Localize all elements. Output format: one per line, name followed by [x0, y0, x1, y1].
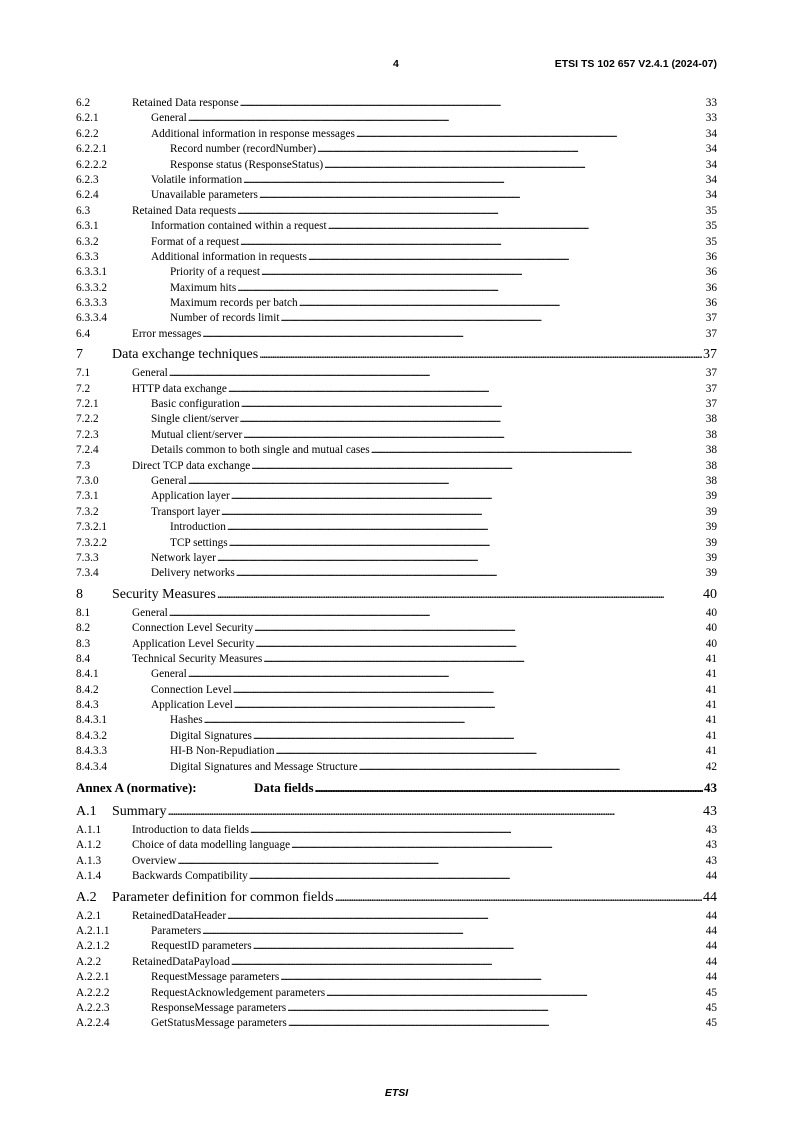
toc-section-title: Single client/server	[151, 413, 239, 426]
toc-section-title: General	[132, 367, 168, 380]
toc-section-number: 6.3	[76, 204, 91, 217]
toc-section-number: 6.3.2	[76, 235, 99, 248]
toc-entry[interactable]	[76, 111, 717, 126]
toc-section-number: 6.3.3.3	[76, 297, 108, 310]
toc-leader-dots	[299, 296, 705, 311]
toc-section-number: A.2.2.4	[76, 1017, 110, 1030]
toc-entry[interactable]	[76, 489, 717, 504]
toc-page-number: 43	[705, 824, 717, 837]
toc-section-number: 6.2.2	[76, 127, 99, 140]
toc-section-title: Details common to both single and mutual cases	[151, 444, 370, 457]
toc-entry[interactable]	[76, 474, 717, 489]
toc-page-number: 40	[705, 622, 717, 635]
toc-section-title: General	[151, 112, 187, 125]
toc-page-number: 37	[705, 398, 717, 411]
toc-section-number: 7.2.3	[76, 428, 99, 441]
toc-section-title: Application Level	[151, 699, 233, 712]
toc-page-number: 41	[705, 729, 717, 742]
toc-entry[interactable]	[76, 970, 717, 985]
toc-page-number: 45	[705, 1001, 717, 1014]
toc-page-number: 34	[705, 158, 717, 171]
toc-section-number: 7.3.0	[76, 474, 99, 487]
toc-leader-dots	[259, 188, 705, 203]
toc-section-number: 8	[76, 586, 83, 602]
toc-section-title: Application Level Security	[132, 637, 255, 650]
toc-section-number: A.1.1	[76, 824, 102, 837]
toc-section-title: Summary	[112, 804, 167, 820]
toc-entry[interactable]	[76, 520, 717, 535]
toc-leader-dots	[236, 566, 705, 581]
toc-leader-dots	[261, 265, 705, 280]
toc-page-number: 37	[705, 327, 717, 340]
toc-section-title: Digital Signatures	[170, 729, 252, 742]
toc-leader-dots	[308, 250, 705, 265]
toc-section-title: RequestAcknowledgement parameters	[151, 986, 326, 999]
toc-section-title: Hashes	[170, 714, 203, 727]
toc-entry[interactable]	[76, 551, 717, 566]
toc-leader-dots	[167, 801, 702, 823]
toc-leader-dots	[287, 1001, 704, 1016]
toc-page-number: 45	[705, 1017, 717, 1030]
toc-leader-dots	[227, 909, 705, 924]
toc-section-number: A.2.2.3	[76, 1001, 110, 1014]
toc-section-number: 7	[76, 347, 83, 363]
toc-leader-dots	[169, 366, 705, 381]
toc-section-number: 6.2.2.1	[76, 143, 108, 156]
toc-section-title: Connection Level Security	[132, 622, 254, 635]
toc-entry[interactable]	[76, 1016, 717, 1031]
toc-section-title: Mutual client/server	[151, 428, 243, 441]
toc-leader-dots	[204, 713, 705, 728]
toc-entry[interactable]	[76, 652, 717, 667]
toc-section-number: 7.3.1	[76, 490, 99, 503]
toc-page-number: 38	[705, 428, 717, 441]
toc-entry[interactable]	[76, 311, 717, 326]
toc-section-number: 6.2.2.2	[76, 158, 108, 171]
toc-leader-dots	[275, 744, 704, 759]
toc-leader-dots	[237, 204, 705, 219]
toc-leader-dots	[288, 1016, 705, 1031]
toc-section-number: 8.3	[76, 637, 91, 650]
toc-section-title: Additional information in requests	[151, 250, 307, 263]
toc-entry[interactable]	[76, 939, 717, 954]
toc-page-number: 36	[705, 281, 717, 294]
page-number: 4	[393, 58, 399, 70]
toc-entry[interactable]	[76, 667, 717, 682]
toc-entry[interactable]	[76, 637, 717, 652]
toc-entry[interactable]	[76, 713, 717, 728]
toc-entry[interactable]	[76, 459, 717, 474]
toc-section-number: 7.3.4	[76, 567, 99, 580]
toc-page-number: 36	[705, 297, 717, 310]
toc-entry[interactable]	[76, 412, 717, 427]
toc-page-number: 38	[705, 459, 717, 472]
toc-leader-dots	[241, 397, 705, 412]
toc-section-number: 6.2.4	[76, 189, 99, 202]
toc-entry[interactable]	[76, 204, 717, 219]
toc-page-number: 34	[705, 173, 717, 186]
toc-leader-dots	[251, 459, 704, 474]
toc-entry[interactable]	[76, 683, 717, 698]
toc-entry[interactable]	[76, 744, 717, 759]
toc-section-title: HI-B Non-Repudiation	[170, 745, 275, 758]
toc-section-title: ResponseMessage parameters	[151, 1001, 287, 1014]
toc-page-number: 35	[705, 235, 717, 248]
toc-page-number: 42	[705, 760, 717, 773]
toc-leader-dots	[281, 311, 705, 326]
toc-section-title: Error messages	[132, 327, 202, 340]
toc-section-title: Maximum records per batch	[170, 297, 298, 310]
toc-page-number: 39	[705, 551, 717, 564]
toc-entry[interactable]	[76, 621, 717, 636]
toc-section-title: Choice of data modelling language	[132, 839, 291, 852]
toc-leader-dots	[233, 683, 705, 698]
toc-section-title: Unavailable parameters	[151, 189, 258, 202]
toc-section-number: 7.2	[76, 382, 91, 395]
toc-leader-dots	[243, 428, 704, 443]
toc-page-number: 44	[705, 971, 717, 984]
toc-section-number: 8.4.3.4	[76, 760, 108, 773]
toc-page-number: 43	[705, 839, 717, 852]
toc-page-number: 36	[705, 266, 717, 279]
toc-page-number: 44	[705, 940, 717, 953]
toc-section-title: Parameter definition for common fields	[112, 889, 334, 905]
toc-entry[interactable]	[76, 1001, 717, 1016]
toc-section-title: RequestMessage parameters	[151, 971, 280, 984]
toc-entry[interactable]	[76, 281, 717, 296]
toc-section-number: Annex A (normative):	[76, 780, 197, 796]
toc-section-number: 8.2	[76, 622, 91, 635]
toc-section-number: 8.4.3.3	[76, 745, 108, 758]
toc-entry[interactable]	[76, 96, 717, 111]
toc-section-title: Data fields	[254, 780, 314, 796]
toc-page-number: 40	[703, 586, 717, 602]
toc-section-title: Data exchange techniques	[112, 347, 259, 363]
toc-page-number: 34	[705, 127, 717, 140]
toc-page-number: 35	[705, 204, 717, 217]
toc-section-number: 6.3.3.1	[76, 266, 108, 279]
toc-entry[interactable]	[76, 869, 717, 884]
toc-page-number: 39	[705, 536, 717, 549]
toc-page-number: 35	[705, 220, 717, 233]
toc-page-number: 39	[705, 490, 717, 503]
toc-section-title: Application layer	[151, 490, 230, 503]
toc-page-number: 36	[705, 250, 717, 263]
toc-leader-dots	[237, 281, 704, 296]
toc-section-number: 6.3.3	[76, 250, 99, 263]
toc-leader-dots	[217, 551, 705, 566]
toc-entry[interactable]	[76, 955, 717, 970]
toc-section-title: General	[132, 606, 168, 619]
toc-entry[interactable]	[76, 854, 717, 869]
toc-section-number: 8.4.3.1	[76, 714, 108, 727]
toc-leader-dots	[178, 854, 705, 869]
toc-leader-dots	[240, 235, 705, 250]
toc-page-number: 45	[705, 986, 717, 999]
toc-leader-dots	[371, 443, 705, 458]
toc-leader-dots	[188, 667, 705, 682]
toc-entry[interactable]	[76, 188, 717, 203]
toc-page-number: 43	[703, 804, 717, 820]
toc-page-number: 33	[705, 97, 717, 109]
toc-entry[interactable]	[76, 801, 717, 823]
toc-entry[interactable]	[76, 173, 717, 188]
toc-page-number: 41	[705, 683, 717, 696]
toc-leader-dots	[188, 111, 705, 126]
toc-section-title: Retained Data response	[132, 97, 239, 109]
toc-section-number: A.2.2	[76, 955, 102, 968]
toc-leader-dots	[169, 606, 705, 621]
toc-page-number: 44	[705, 924, 717, 937]
toc-section-number: 8.1	[76, 606, 91, 619]
toc-section-number: 6.3.3.2	[76, 281, 108, 294]
toc-section-number: 7.3	[76, 459, 91, 472]
toc-section-number: 6.4	[76, 327, 91, 340]
toc-leader-dots	[280, 970, 704, 985]
toc-leader-dots	[328, 219, 705, 234]
toc-page-number: 44	[703, 889, 717, 905]
toc-leader-dots	[250, 823, 705, 838]
toc-section-number: 7.3.2	[76, 505, 99, 518]
toc-page-number: 37	[705, 312, 717, 325]
toc-section-title: Introduction	[170, 521, 226, 534]
toc-page-number: 34	[705, 189, 717, 202]
toc-entry[interactable]	[76, 265, 717, 280]
toc-entry[interactable]	[76, 142, 717, 157]
toc-section-number: A.2.1	[76, 909, 102, 922]
toc-entry[interactable]	[76, 158, 717, 173]
toc-page-number: 38	[705, 413, 717, 426]
toc-page-number: 41	[705, 652, 717, 665]
toc-leader-dots	[202, 924, 705, 939]
toc-leader-dots	[263, 652, 704, 667]
toc-section-number: A.2.2.1	[76, 971, 110, 984]
toc-entry[interactable]	[76, 366, 717, 381]
toc-section-title: Retained Data requests	[132, 204, 237, 217]
toc-section-title: Delivery networks	[151, 567, 235, 580]
toc-section-number: 7.2.4	[76, 444, 99, 457]
toc-entry[interactable]	[76, 250, 717, 265]
toc-page-number: 37	[705, 382, 717, 395]
toc-entry[interactable]	[76, 428, 717, 443]
toc-entry[interactable]	[76, 566, 717, 581]
toc-entry[interactable]	[76, 235, 717, 250]
toc-leader-dots	[324, 158, 705, 173]
toc-section-title: Number of records limit	[170, 312, 280, 325]
toc-entry[interactable]	[76, 536, 717, 551]
toc-leader-dots	[240, 96, 705, 111]
toc-section-title: Maximum hits	[170, 281, 237, 294]
toc-entry[interactable]	[76, 219, 717, 234]
toc-leader-dots	[335, 887, 702, 909]
toc-leader-dots	[326, 986, 705, 1001]
toc-section-title: General	[151, 668, 187, 681]
toc-entry[interactable]	[76, 505, 717, 520]
toc-leader-dots	[243, 173, 705, 188]
toc-page-number: 38	[705, 444, 717, 457]
toc-section-title: Transport layer	[151, 505, 220, 518]
toc-section-title: Response status (ResponseStatus)	[170, 158, 324, 171]
toc-section-number: 6.3.1	[76, 220, 99, 233]
toc-page-number: 34	[705, 143, 717, 156]
toc-section-number: 8.4.2	[76, 683, 99, 696]
toc-section-number: A.2.1.1	[76, 924, 110, 937]
toc-section-title: RetainedDataHeader	[132, 909, 227, 922]
toc-entry[interactable]	[76, 397, 717, 412]
toc-leader-dots	[356, 127, 705, 142]
toc-section-number: A.2	[76, 889, 97, 905]
toc-section-title: RetainedDataPayload	[132, 955, 230, 968]
toc-section-number: 7.2.1	[76, 398, 99, 411]
toc-section-number: A.1.2	[76, 839, 102, 852]
toc-page-number: 37	[705, 367, 717, 380]
toc-entry[interactable]	[76, 382, 717, 397]
toc-section-title: Connection Level	[151, 683, 232, 696]
toc-entry[interactable]	[76, 887, 717, 909]
toc-section-title: Priority of a request	[170, 266, 261, 279]
toc-section-number: 6.2.3	[76, 173, 99, 186]
toc-leader-dots	[315, 777, 703, 799]
toc-section-title: Direct TCP data exchange	[132, 459, 251, 472]
toc-leader-dots	[359, 760, 705, 775]
toc-section-number: A.2.1.2	[76, 940, 110, 953]
toc-page-number: 40	[705, 606, 717, 619]
toc-section-title: Technical Security Measures	[132, 652, 263, 665]
toc-section-number: 7.3.2.2	[76, 536, 108, 549]
toc-section-title: HTTP data exchange	[132, 382, 227, 395]
toc-page-number: 33	[705, 112, 717, 125]
toc-page-number: 38	[705, 474, 717, 487]
toc-section-title: Basic configuration	[151, 398, 240, 411]
toc-section-number: A.2.2.2	[76, 986, 110, 999]
toc-leader-dots	[231, 955, 705, 970]
toc-leader-dots	[188, 474, 705, 489]
toc-section-number: 6.2.1	[76, 112, 99, 125]
toc-entry[interactable]	[76, 986, 717, 1001]
toc-entry[interactable]	[76, 344, 717, 366]
toc-page-number: 44	[705, 870, 717, 883]
toc-leader-dots	[253, 729, 705, 744]
toc-section-title: Network layer	[151, 551, 216, 564]
toc-section-number: 7.1	[76, 367, 91, 380]
toc-leader-dots	[228, 382, 705, 397]
toc-section-number: A.1.3	[76, 854, 102, 867]
toc-page-number: 44	[705, 909, 717, 922]
toc-section-title: TCP settings	[170, 536, 228, 549]
toc-section-number: 8.4.1	[76, 668, 99, 681]
toc-section-number: 8.4	[76, 652, 91, 665]
footer-label: ETSI	[384, 1087, 409, 1099]
toc-leader-dots	[231, 489, 705, 504]
toc-section-number: 6.3.3.4	[76, 312, 108, 325]
toc-entry[interactable]	[76, 909, 717, 924]
toc-entry[interactable]	[76, 838, 717, 853]
toc-section-title: Overview	[132, 854, 177, 867]
toc-page-number: 39	[705, 505, 717, 518]
toc-section-title: Information contained within a request	[151, 220, 327, 233]
toc-leader-dots	[317, 142, 705, 157]
toc-section-title: Backwards Compatibility	[132, 870, 248, 883]
toc-page-number: 41	[705, 668, 717, 681]
toc-leader-dots	[291, 838, 705, 853]
toc-section-title: RequestID parameters	[151, 940, 252, 953]
toc-page-number: 43	[704, 780, 717, 796]
toc-page-number: 37	[703, 347, 717, 363]
toc-entry[interactable]	[76, 327, 717, 342]
toc-leader-dots	[240, 412, 705, 427]
toc-section-title: Additional information in response messages	[151, 127, 355, 140]
toc-section-title: Record number (recordNumber)	[170, 143, 317, 156]
toc-leader-dots	[229, 536, 705, 551]
toc-page-number: 44	[705, 955, 717, 968]
toc-entry[interactable]	[76, 698, 717, 713]
toc-leader-dots	[253, 939, 705, 954]
toc-section-number: 6.2	[76, 97, 91, 109]
toc-page-number: 41	[705, 714, 717, 727]
toc-section-number: A.1.4	[76, 870, 102, 883]
toc-leader-dots	[221, 505, 705, 520]
toc-section-title: Digital Signatures and Message Structure	[170, 760, 358, 773]
toc-entry[interactable]	[76, 760, 717, 775]
toc-entry[interactable]	[76, 777, 717, 799]
toc-section-number: 7.2.2	[76, 413, 99, 426]
table-of-contents	[76, 96, 717, 1032]
toc-section-number: 7.3.3	[76, 551, 99, 564]
toc-page-number: 40	[705, 637, 717, 650]
toc-entry[interactable]	[76, 296, 717, 311]
toc-section-title: Format of a request	[151, 235, 240, 248]
toc-entry[interactable]	[76, 606, 717, 621]
toc-entry[interactable]	[76, 924, 717, 939]
toc-entry[interactable]	[76, 823, 717, 838]
toc-leader-dots	[255, 637, 704, 652]
document-id: ETSI TS 102 657 V2.4.1 (2024-07)	[554, 58, 717, 70]
toc-section-title: Introduction to data fields	[132, 824, 250, 837]
toc-page-number: 43	[705, 854, 717, 867]
toc-section-number: 7.3.2.1	[76, 521, 108, 534]
toc-section-title: General	[151, 474, 187, 487]
toc-section-title: Volatile information	[151, 173, 243, 186]
toc-section-number: A.1	[76, 804, 97, 820]
toc-entry[interactable]	[76, 729, 717, 744]
toc-section-number: 8.4.3.2	[76, 729, 108, 742]
toc-page-number: 39	[705, 521, 717, 534]
toc-leader-dots	[202, 327, 704, 342]
toc-entry[interactable]	[76, 127, 717, 142]
toc-section-title: Security Measures	[112, 586, 216, 602]
toc-section-title: GetStatusMessage parameters	[151, 1017, 287, 1030]
toc-leader-dots	[217, 584, 702, 606]
toc-section-number: 8.4.3	[76, 699, 99, 712]
toc-leader-dots	[259, 344, 702, 366]
toc-page-number: 39	[705, 567, 717, 580]
toc-leader-dots	[254, 621, 705, 636]
toc-leader-dots	[234, 698, 705, 713]
toc-page-number: 41	[705, 699, 717, 712]
toc-page-number: 41	[705, 745, 717, 758]
toc-leader-dots	[249, 869, 705, 884]
toc-leader-dots	[227, 520, 705, 535]
toc-entry[interactable]	[76, 443, 717, 458]
toc-section-title: Parameters	[151, 924, 202, 937]
toc-entry[interactable]	[76, 584, 717, 606]
